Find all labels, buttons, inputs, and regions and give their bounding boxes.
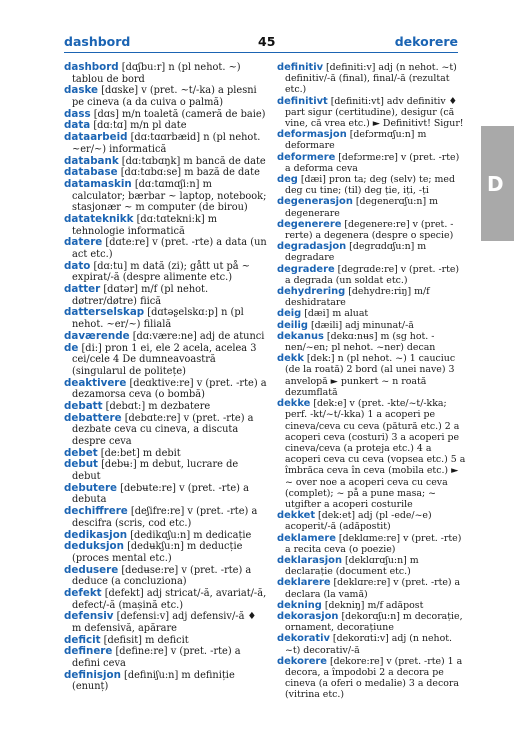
dictionary-entry xyxy=(64,107,268,121)
dictionary-entry xyxy=(64,505,268,529)
header-last-word: dekorere xyxy=(394,34,458,49)
entry-definition: [deklɑme:re] v (pret. -rte) a recita ceva (o poezie) xyxy=(285,532,462,555)
entry-definition: [dekorɑʃu:n] m decorație, ornament, decorațiune xyxy=(285,610,463,634)
dictionary-entry xyxy=(277,510,467,533)
entry-headword: deduksjon xyxy=(64,540,124,553)
entry-definition: [dɑ:tɑɑrbæid] n (pl nehot. ~er/~) informatică xyxy=(72,132,261,155)
entry-definition: [dɑ:tɑ] m/n pl date xyxy=(90,120,187,132)
entry-headword: degenerere xyxy=(277,218,342,230)
entry-headword: definitivt xyxy=(277,95,328,107)
header-rule xyxy=(64,52,458,53)
entry-definition: [defekt] adj stricat/-ă, avariat/-ă, defect/-ă (mașină etc.) xyxy=(72,587,267,611)
dictionary-entry xyxy=(277,263,467,286)
dictionary-entry xyxy=(277,196,467,219)
entry-definition: [dek:e] v (pret. -kte/~t/-kka; perf. -kt/~t/-kka) 1 a acoperi pe cineva/ceva cu ceva (pătură etc.) 2 a acoperi ceva (costuri) 3 a acoperi pe cineva/ceva (a proteja etc.) 4 a acoperi ceva cu ceva (vopsea etc.) 5 a îmbrăca ceva în ceva (mobila etc.) ► ~ over noe a acoperi ceva cu ceva (complet); ~ på a pune masa; ~ utgifter a acoperi costurile xyxy=(285,398,466,510)
dictionary-entry xyxy=(277,610,467,634)
entry-headword: deklarere xyxy=(277,577,331,589)
entry-headword: daske xyxy=(64,84,99,97)
entry-definition: [dɑ:være:ne] adj de atunci xyxy=(129,330,265,342)
entry-definition: [dɑte:re] v (pret. -rte) a data (un act etc.) xyxy=(72,237,267,260)
entry-definition: [defensi:v] adj defensiv/-ă ♦ m defensivă, apărare xyxy=(72,611,257,634)
dictionary-entry xyxy=(277,174,467,197)
entry-headword: debatt xyxy=(64,399,103,412)
entry-definition: [dekorɑti:v] adj (n nehot. ~t) decorativ/-ă xyxy=(285,633,452,656)
entry-headword: dass xyxy=(64,107,91,120)
entry-headword: datere xyxy=(64,236,103,249)
header-first-word: dashbord xyxy=(64,34,131,49)
dictionary-entry xyxy=(64,177,268,214)
entry-definition: [debʉ:] m debut, lucrare de debut xyxy=(72,459,239,483)
dictionary-entry xyxy=(64,283,268,307)
entry-headword: dekket xyxy=(277,510,316,522)
entry-definition: [defisit] m deficit xyxy=(100,634,189,646)
dictionary-entry xyxy=(64,563,268,588)
entry-definition: [di:] pron 1 ei, ele 2 acela, acelea 3 cei/cele 4 De dumneavoastră (singularul de politețe) xyxy=(72,342,257,377)
entry-definition: [degrɑde:re] v (pret. -rte) a degrada (un soldat etc.) xyxy=(285,263,460,286)
entry-definition: [deɑktive:re] v (pret. -rte) a dezamorsa ceva (o bombă) xyxy=(72,377,267,401)
entry-headword: dedusere xyxy=(64,563,119,576)
entry-definition: [define:re] v (pret. -rte) a defini ceva xyxy=(72,646,241,670)
entry-definition: [defɔrmɑʃu:n] m deformare xyxy=(285,129,427,152)
entry-headword: debutere xyxy=(64,481,118,494)
entry-definition: [dɑʃbu:r] n (pl nehot. ~) tablou de bord xyxy=(72,62,241,85)
entry-headword: dekorativ xyxy=(277,633,330,645)
dictionary-entry xyxy=(277,319,467,331)
entry-definition: [dɑtər] m/f (pl nehot. døtrer/døtre) fiică xyxy=(72,284,209,307)
dictionary-entry xyxy=(277,330,467,354)
dictionary-entry xyxy=(64,306,268,331)
dictionary-entry xyxy=(277,241,467,264)
entry-headword: deg xyxy=(277,174,298,186)
entry-headword: deklarasjon xyxy=(277,554,342,566)
entry-headword: data xyxy=(64,119,91,132)
page-header xyxy=(64,34,458,52)
entry-headword: dashbord xyxy=(64,61,119,73)
entry-headword: dekanus xyxy=(277,330,324,342)
entry-headword: defensiv xyxy=(64,610,114,623)
dictionary-entry xyxy=(64,376,268,401)
entry-definition: [dɑ:tɑbɑ:se] m bază de date xyxy=(117,167,260,179)
dictionary-entry xyxy=(64,540,268,564)
entry-definition: [debɑt:] m dezbatere xyxy=(102,400,211,412)
dictionary-entry xyxy=(277,218,467,242)
entry-headword: deig xyxy=(277,308,302,320)
entry-headword: defekt xyxy=(64,586,102,599)
entry-headword: definere xyxy=(64,645,113,658)
entry-definition: [debɑte:re] v (pret. -rte) a dezbate ceva cu cineva, a discuta despre ceva xyxy=(72,412,254,447)
entry-headword: dehydrering xyxy=(277,286,346,298)
entry-definition: [dek:et] adj (pl -ede/~e) acoperit/-ă (adăpostit) xyxy=(285,510,432,533)
entry-definition: [debʉte:re] v (pret. -rte) a debuta xyxy=(72,482,249,506)
dictionary-entry xyxy=(64,586,268,611)
entry-headword: deformasjon xyxy=(277,129,347,141)
entry-definition: [dɑske] v (pret. ~t/-ka) a plesni pe cineva (a da cuiva o palmă) xyxy=(72,85,257,109)
entry-headword: dekk xyxy=(277,353,304,365)
entry-headword: debet xyxy=(64,446,98,459)
page-number: 45 xyxy=(258,34,276,49)
dictionary-entry xyxy=(277,599,467,611)
dictionary-entry xyxy=(64,341,268,378)
dictionary-entry xyxy=(277,62,467,96)
entry-definition: [degenere:re] v (pret. -rerte) a degenera (despre o specie) xyxy=(285,218,454,242)
entry-headword: dekning xyxy=(277,599,322,611)
entry-headword: datter xyxy=(64,283,101,296)
entry-definition: [dekniŋ] m/f adăpost xyxy=(321,599,424,611)
thumb-index-tab[interactable] xyxy=(481,126,514,241)
dictionary-entry xyxy=(277,398,467,510)
dictionary-entry xyxy=(64,61,268,85)
entry-headword: dekorere xyxy=(277,655,327,667)
entry-definition: [dekore:re] v (pret. -rte) 1 a decora, a împodobi 2 a decora pe cineva (a oferi o medalie) 3 a decora (vitrina etc.) xyxy=(285,655,463,701)
dictionary-entry xyxy=(64,131,268,155)
dictionary-entry xyxy=(277,308,467,320)
entry-definition: [definiti:v] adj (n nehot. ~t) definitiv/-ă (final), final/-ă (rezultat etc.) xyxy=(285,62,457,96)
entry-definition: [dedikɑʃu:n] m dedicație xyxy=(127,529,252,541)
entry-definition: [dekɑ:nʉs] m (sg hot. -nen/~en; pl nehot. ~ner) decan xyxy=(285,330,436,354)
dictionary-entry xyxy=(64,481,268,506)
entry-definition: [dɑtəʂelskɑ:p] n (pl nehot. ~er/~) filială xyxy=(72,307,244,331)
dictionary-entry xyxy=(64,212,268,237)
entry-definition: [degenerɑʃu:n] m degenerare xyxy=(285,196,438,219)
dictionary-entry xyxy=(277,655,467,701)
entry-definition: [dɑs] m/n toaletă (cameră de baie) xyxy=(90,108,266,120)
dictionary-entry xyxy=(277,286,467,309)
dictionary-entry xyxy=(64,411,268,448)
entry-definition: [dedʉse:re] v (pret. -rte) a deduce (a concluziona) xyxy=(72,564,252,588)
entry-definition: [dek:] n (pl nehot. ~) 1 cauciuc (de la roată) 2 bord (al unei nave) 3 anvelopă ► punkert ~ n roată dezumflată xyxy=(285,353,456,398)
entry-headword: deficit xyxy=(64,633,101,646)
entry-headword: deklamere xyxy=(277,532,336,544)
dictionary-entry xyxy=(64,84,268,109)
dictionary-entry xyxy=(277,532,467,555)
entry-headword: definitiv xyxy=(277,62,324,73)
dictionary-entry xyxy=(64,446,268,460)
entry-headword: degenerasjon xyxy=(277,196,353,208)
dictionary-entry xyxy=(64,610,268,634)
entry-headword: deaktivere xyxy=(64,376,127,389)
left-column xyxy=(64,62,268,693)
dictionary-entry xyxy=(277,577,467,600)
entry-definition: [deklɑre:re] v (pret. -rte) a declara (la vamă) xyxy=(285,577,461,600)
entry-headword: definisjon xyxy=(64,668,121,681)
entry-definition: [dedʉkʃu:n] m deducție (proces mental etc.) xyxy=(72,541,243,564)
entry-definition: [dɑ:tɑmɑʃi:n] m calculator; bærbar ~ laptop, notebook; stasjonær ~ m computer (de birou) xyxy=(72,178,267,214)
dictionary-entry xyxy=(64,668,268,693)
entry-definition: [dɑ:tu] m dată (zi); gått ut på ~ expirat/-ă (despre alimente etc.) xyxy=(72,260,250,284)
entry-headword: dedikasjon xyxy=(64,528,128,541)
dictionary-entry xyxy=(64,458,268,483)
dictionary-entry xyxy=(277,554,467,578)
entry-definition: [dæili] adj minunat/-ă xyxy=(308,319,414,331)
entry-headword: dekke xyxy=(277,398,311,410)
entry-headword: degradasjon xyxy=(277,241,347,253)
dictionary-entry xyxy=(64,645,268,670)
entry-headword: de xyxy=(64,341,79,354)
entry-definition: [de:bet] m debit xyxy=(97,447,181,459)
entry-headword: degradere xyxy=(277,263,335,275)
right-column xyxy=(277,62,467,701)
dictionary-entry xyxy=(277,129,467,152)
dictionary-entry xyxy=(277,353,467,398)
entry-headword: debattere xyxy=(64,411,122,424)
entry-headword: dechiffrere xyxy=(64,505,128,518)
entry-headword: daværende xyxy=(64,329,130,342)
entry-definition: [dehydre:riŋ] m/f deshidratare xyxy=(285,286,430,309)
entry-definition: [dɑ:tɑtekni:k] m tehnologie informatică xyxy=(72,213,218,237)
entry-definition: [dɑ:tɑbɑŋk] m bancă de date xyxy=(118,155,266,167)
entry-definition: [definiti:vt] adv definitiv ♦ part sigur (certitudine), desigur (că vine, că vrea etc.) ► Definitivt! Sigur! xyxy=(285,95,464,130)
dictionary-entry xyxy=(64,259,268,284)
entry-headword: datamaskin xyxy=(64,177,132,190)
entry-headword: dato xyxy=(64,259,91,272)
entry-definition: [degrɑdɑʃu:n] m degradare xyxy=(285,241,427,264)
dictionary-entry xyxy=(277,95,467,130)
entry-headword: dekorasjon xyxy=(277,610,339,622)
entry-headword: debut xyxy=(64,458,98,471)
entry-headword: datateknikk xyxy=(64,212,134,225)
entry-headword: databank xyxy=(64,154,119,167)
entry-headword: dataarbeid xyxy=(64,131,128,144)
dictionary-entry xyxy=(277,151,467,174)
entry-definition: [dæi] m aluat xyxy=(301,308,369,320)
dictionary-entry xyxy=(64,236,268,260)
dictionary-entry xyxy=(64,329,268,343)
entry-definition: [defɔrme:re] v (pret. -rte) a deforma ceva xyxy=(285,151,460,174)
entry-definition: [deʃifre:re] v (pret. -rte) a descifra (scris, cod etc.) xyxy=(72,506,258,529)
entry-headword: datterselskap xyxy=(64,306,145,319)
entry-headword: deilig xyxy=(277,319,308,331)
entry-headword: database xyxy=(64,166,118,179)
entry-definition: [definiʃu:n] m definiție (enunț) xyxy=(72,669,235,693)
entry-definition: [deklɑrɑʃu:n] m declarație (document etc.) xyxy=(285,554,419,578)
entry-headword: deformere xyxy=(277,151,336,163)
entry-definition: [dæi] pron ta; deg (selv) te; med deg cu tine; (til) deg ție, iți, -ți xyxy=(285,174,455,197)
thumb-index-letter: D xyxy=(487,172,504,196)
dictionary-entry xyxy=(277,633,467,656)
